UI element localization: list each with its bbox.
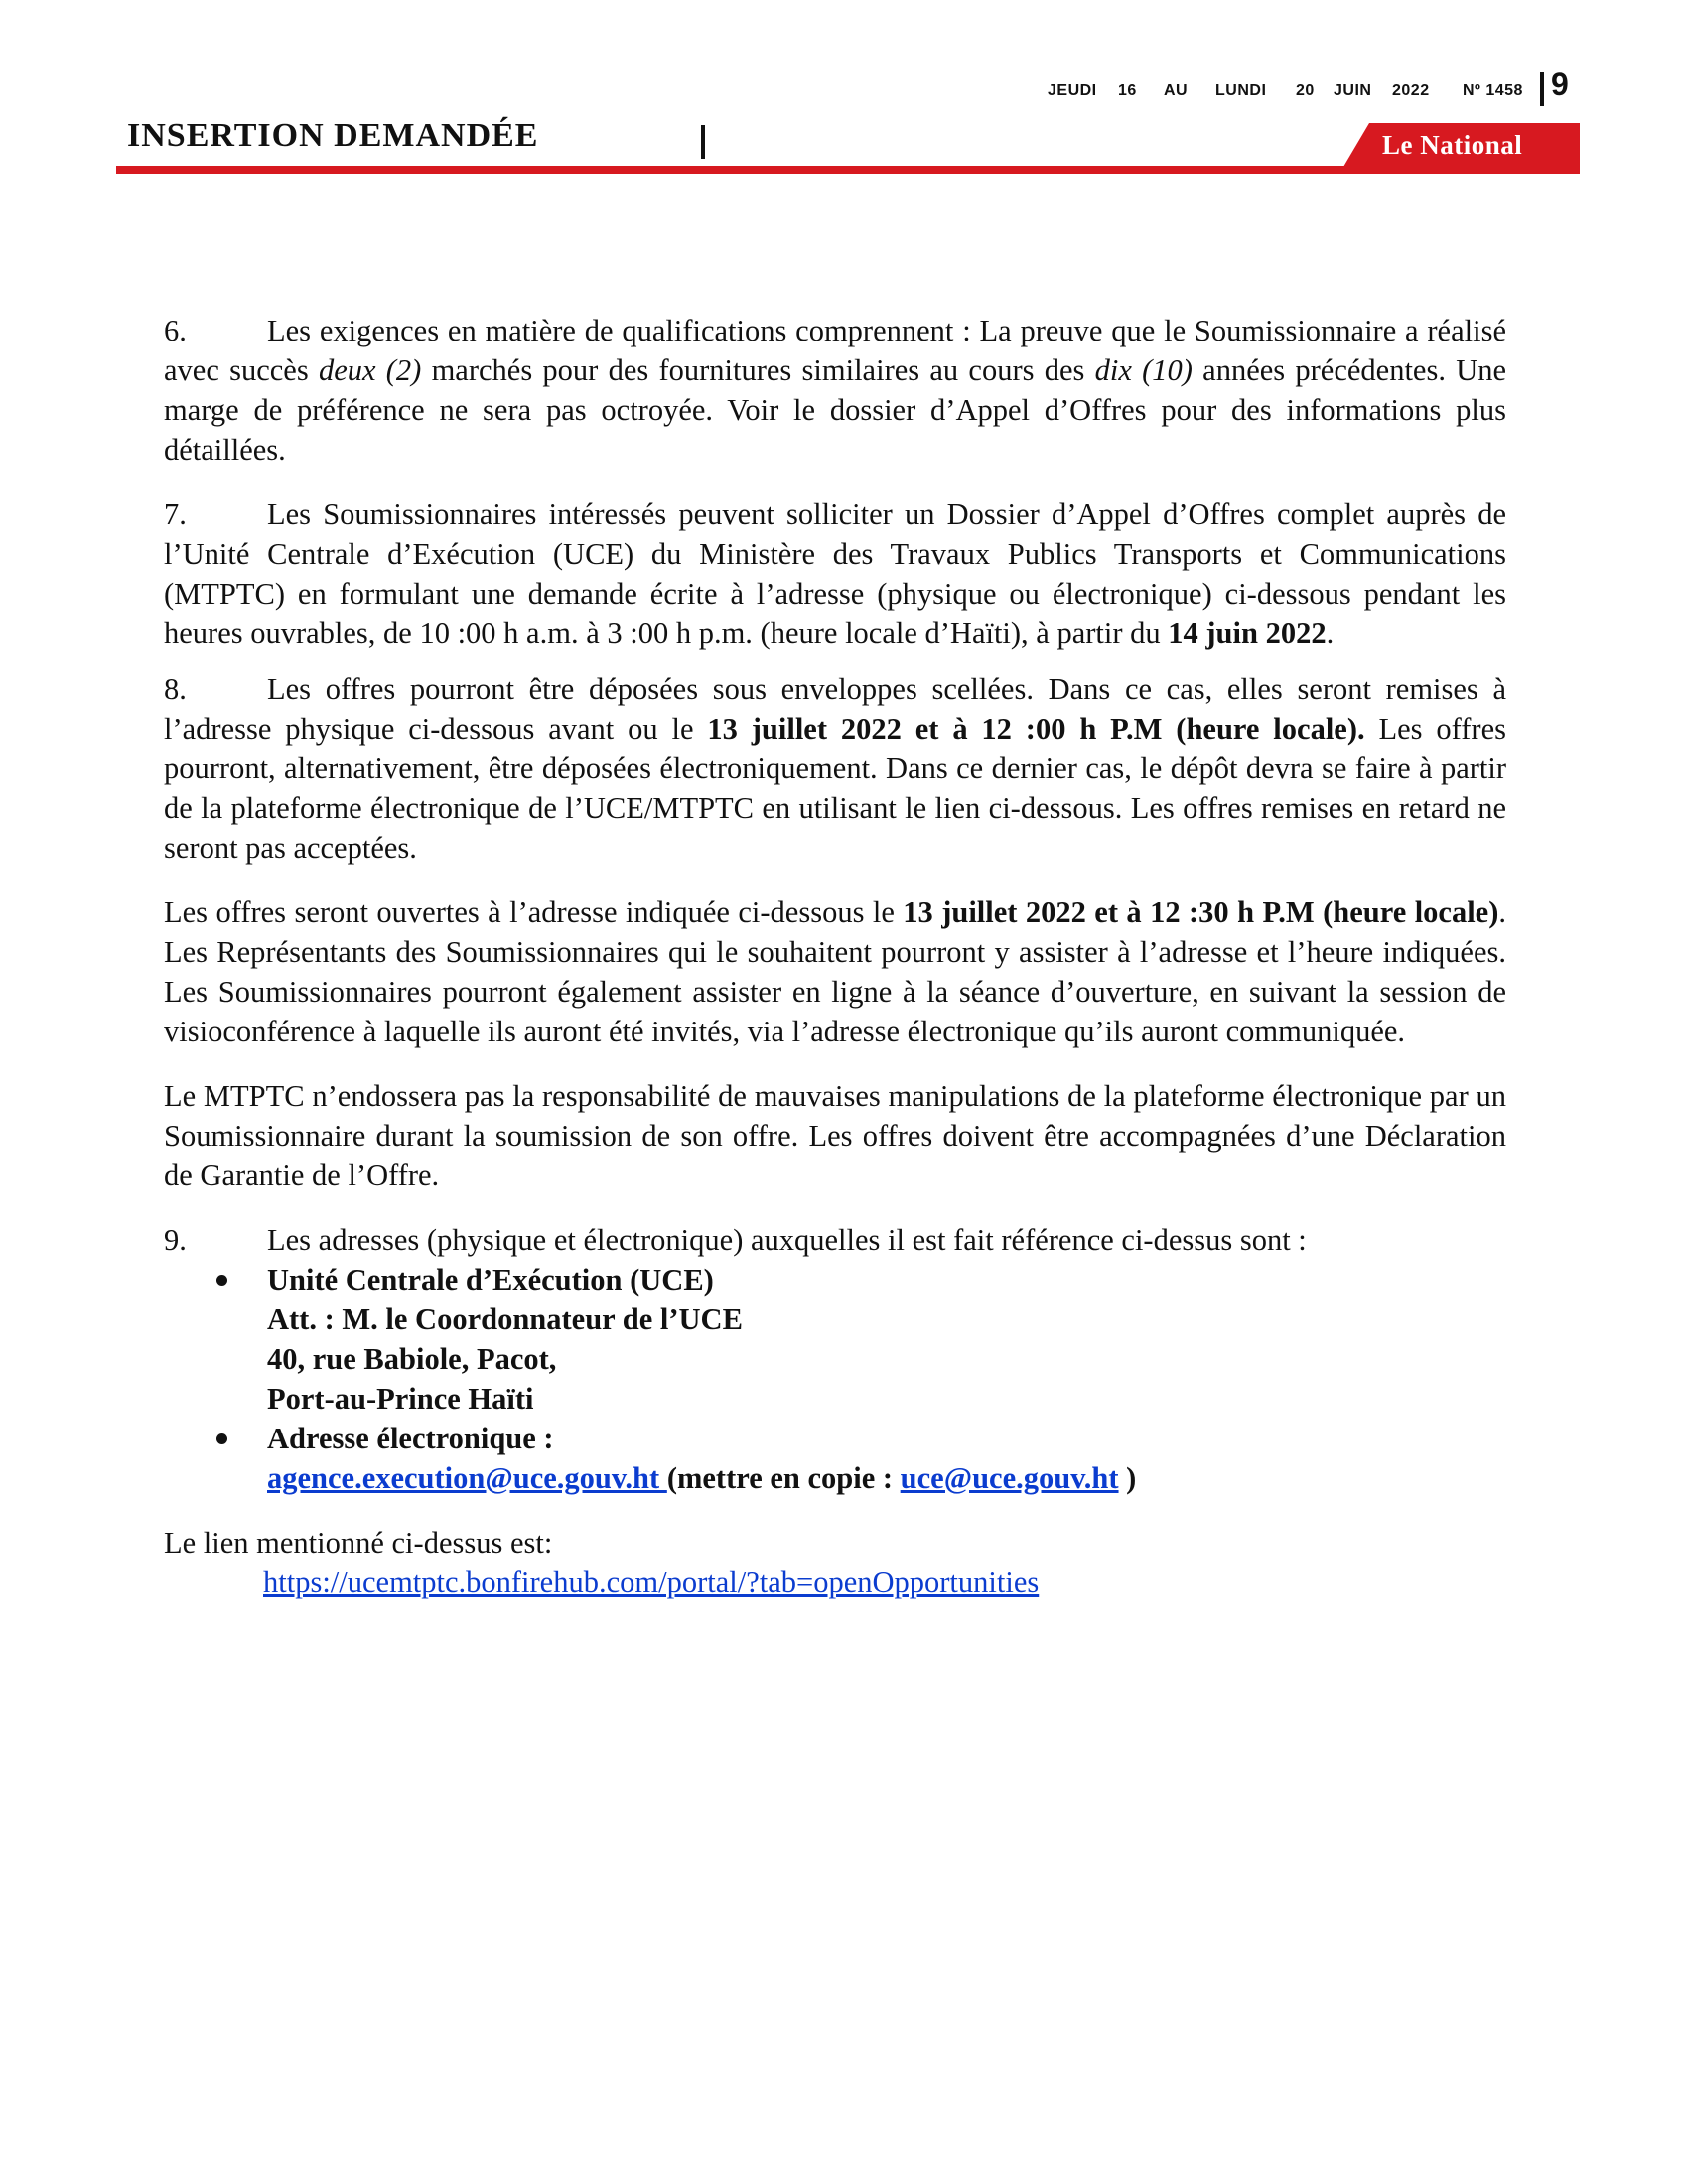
paragraph-text: Les adresses (physique et électronique) auxquelles il est fait référence ci-dessus sont : <box>267 1223 1307 1257</box>
link-row <box>164 1563 1506 1602</box>
paragraph-text: Les exigences en matière de qualifications comprennent : La preuve que le Soumissionnaire a réalisé avec succès <box>164 314 1506 387</box>
paragraph-responsibility: Le MTPTC n’endossera pas la responsabilité de mauvaises manipulations de la plateforme électronique par un Soumissionnaire durant la soumission de son offre. Les offres doivent être accompagnées d’une Déclaration de Garantie de l’Offre. <box>164 1079 1506 1192</box>
section-title: INSERTION DEMANDÉE <box>127 117 539 154</box>
dateline-day-end: LUNDI <box>1215 82 1267 99</box>
page-number-divider <box>1540 72 1544 106</box>
paragraph-9 <box>164 1220 1506 1498</box>
bullet-icon <box>216 1433 227 1444</box>
dateline-connector: AU <box>1164 82 1189 99</box>
paragraph-text: Les Soumissionnaires intéressés peuvent solliciter un Dossier d’Appel d’Offres complet auprès de l’Unité Centrale d’Exécution (UCE) du Ministère des Travaux Publics Transports et Communications (MTPTC) en formulant une demande écrite à l’adresse (physique ou électronique) ci-dessous pendant les heures ouvrables, de 10 :00 h a.m. à 3 :00 h p.m. (heure locale d’Haïti), à partir du <box>164 497 1506 650</box>
paragraph-text: années précédentes. Une marge de préférence ne sera pas octroyée. Voir le dossier d’Appel d’Offres pour des informations plus détaillées. <box>164 353 1507 467</box>
emphasis-text: dix (10) <box>1094 353 1193 387</box>
link-intro: Le lien mentionné ci-dessus est: <box>164 1526 553 1560</box>
paragraph-number: 7. <box>164 497 187 531</box>
dateline-date-start: 16 <box>1118 82 1137 99</box>
paragraph-number: 8. <box>164 672 187 706</box>
paragraph-opening <box>164 892 1506 1051</box>
paragraph-text: Les offres pourront, alternativement, être déposées électroniquement. Dans ce dernier cas, le dépôt devra se faire à partir de la plateforme électronique de l’UCE/MTPTC en utilisant le lien ci-dessous. Les offres remises en retard ne seront pas acceptées. <box>164 712 1506 865</box>
portal-link[interactable]: https://ucemtptc.bonfirehub.com/portal/?tab=openOpportunities <box>263 1566 1040 1599</box>
bold-date: 14 juin 2022 <box>1168 616 1327 650</box>
address-line: 40, rue Babiole, Pacot, <box>267 1342 557 1376</box>
email-address-item <box>164 1419 1506 1498</box>
email-label: Adresse électronique : <box>267 1422 554 1455</box>
bold-opening-time: 13 juillet 2022 et à 12 :30 h P.M (heure locale) <box>903 895 1499 929</box>
issue-number: Nº 1458 <box>1463 82 1523 99</box>
paragraph-text: Les offres pourront être déposées sous enveloppes scellées. Dans ce cas, elles seront remises à l’adresse physique ci-dessous avant ou le <box>164 672 1506 746</box>
page-number: 9 <box>1551 67 1569 102</box>
dateline-day-start: JEUDI <box>1048 82 1097 99</box>
paragraph-9-intro <box>164 1220 1506 1260</box>
masthead <box>0 0 1688 179</box>
copy-email-link[interactable]: uce@uce.gouv.ht <box>900 1461 1119 1495</box>
issue-dateline <box>1048 82 1524 104</box>
paragraph-8 <box>164 669 1506 868</box>
dateline-year: 2022 <box>1392 82 1430 99</box>
copy-suffix: ) <box>1118 1461 1137 1495</box>
address-line: Port-au-Prince Haïti <box>267 1382 534 1416</box>
notice-body <box>164 311 1506 1602</box>
paragraph-text: Les offres seront ouvertes à l’adresse indiquée ci-dessous le <box>164 895 904 929</box>
copy-prefix: (mettre en copie : <box>666 1461 901 1495</box>
paragraph-number: 6. <box>164 314 187 347</box>
dateline-date-end: 20 <box>1296 82 1315 99</box>
physical-address-item <box>164 1260 1506 1419</box>
dateline-month: JUIN <box>1334 82 1372 99</box>
address-line: Unité Centrale d’Exécution (UCE) <box>267 1263 714 1297</box>
paragraph-7 <box>164 494 1506 653</box>
paragraph-text: . Les Représentants des Soumissionnaires qui le souhaitent pourront y assister à l’adresse et l’heure indiquées. Les Soumissionnaires pourront également assister en ligne à la séance d’ouverture, en suivant la session de visioconférence à laquelle ils auront été invités, via l’adresse électronique qu’ils auront communiquée. <box>164 895 1506 1048</box>
paragraph-text: . <box>1326 616 1335 650</box>
paragraph-number: 9. <box>164 1223 187 1257</box>
bold-deadline: 13 juillet 2022 et à 12 :00 h P.M (heure locale). <box>707 712 1365 746</box>
email-line <box>267 1458 1506 1498</box>
primary-email-link[interactable]: agence.execution@uce.gouv.ht <box>267 1461 667 1495</box>
paragraph-text: marchés pour des fournitures similaires au cours des <box>421 353 1095 387</box>
section-title-divider <box>701 125 705 159</box>
header-rule <box>116 166 1580 174</box>
link-section <box>164 1523 1506 1602</box>
address-line: Att. : M. le Coordonnateur de l’UCE <box>267 1302 743 1336</box>
bullet-icon <box>216 1275 227 1286</box>
newspaper-name: Le National <box>1382 130 1523 160</box>
emphasis-text: deux (2) <box>318 353 422 387</box>
paragraph-6 <box>164 311 1506 470</box>
